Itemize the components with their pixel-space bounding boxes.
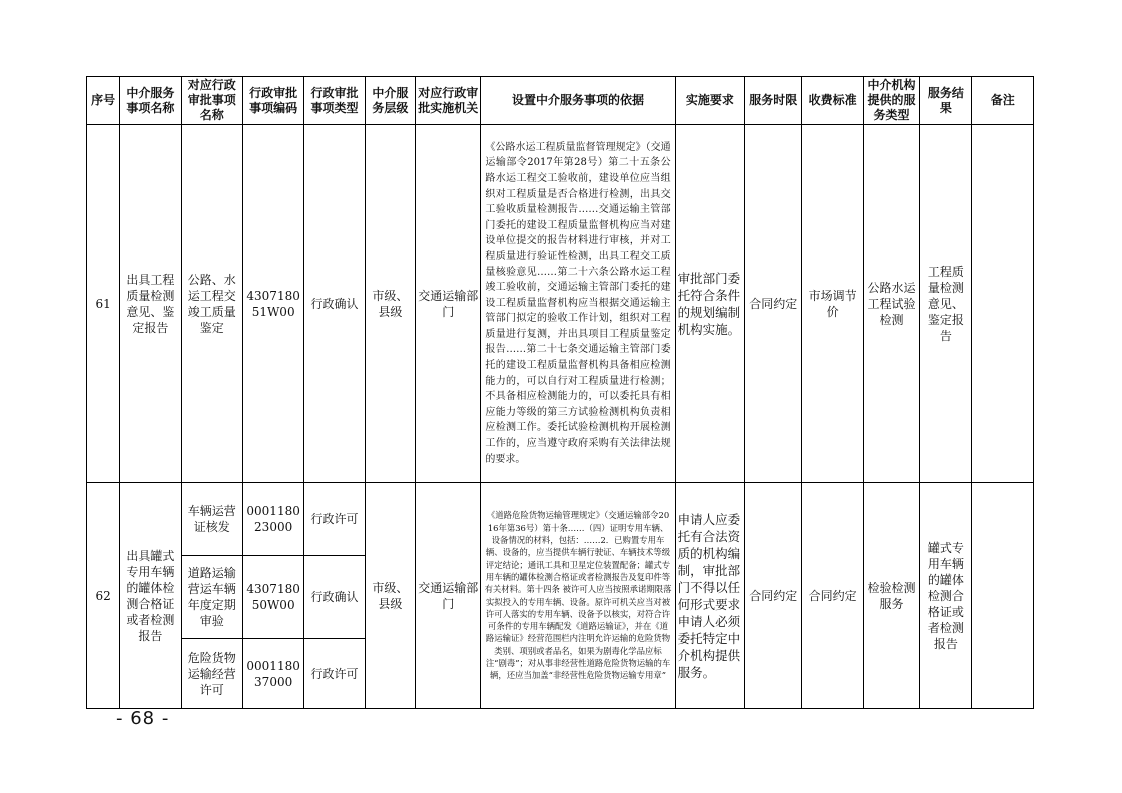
row62-sub2-approval-code: 430718050W00 — [242, 556, 303, 639]
row62-remarks — [972, 483, 1034, 709]
page-number: - 68 - — [116, 708, 170, 729]
row62-sub3-approval-item: 危险货物运输经营许可 — [181, 639, 242, 709]
row61-remarks — [972, 125, 1034, 483]
row61-service-level: 市级、县级 — [365, 125, 415, 483]
intermediary-service-table — [86, 76, 1034, 709]
row61-basis: 《公路水运工程质量监督管理规定》（交通运输部令2017年第28号）第二十五条公路水运工程交工验收前，建设单位应当组织对工程质量是否合格进行检测，出具交工验收质量检测报告……交通运输主管部门委托的建设工程质量监督机构应当对建设单位提交的报告材料进行审核，并对工程质量进行验证性检测，出具工程交工质量核验意见……第二十六条公路水运工程竣工验收前，交通运输主管部门委托的建设工程质量监督机构应当根据交通运输主管部门拟定的验收工作计划，组织对工程质量进行复测，并出具项目工程质量鉴定报告……第二十七条交通运输主管部门委托的建设工程质量监督机构具备相应检测能力的，可以自行对工程质量进行检测；不具备相应检测能力的，可以委托具有相应能力等级的第三方试验检测机构负责相应检测工作。委托试验检测机构开展检测工作的，应当遵守政府采购有关法律法规的要求。 — [485, 141, 671, 465]
header-approval-item: 对应行政审批事项名称 — [181, 77, 242, 125]
row62-sub1-approval-type: 行政许可 — [304, 483, 365, 556]
header-fee-standard: 收费标准 — [802, 77, 863, 125]
row61-time-limit: 合同约定 — [745, 125, 802, 483]
row61-basis-cell — [481, 125, 675, 483]
row62-implementing-body: 交通运输部门 — [416, 483, 481, 709]
row62-requirement: 申请人应委托有合法资质的机构编制，审批部门不得以任何形式要求申请人必须委托特定中介机构提供服务。 — [675, 483, 744, 709]
header-approval-type: 行政审批事项类型 — [304, 77, 365, 125]
row62-fee-standard: 合同约定 — [802, 483, 863, 709]
header-approval-code: 行政审批事项编码 — [242, 77, 303, 125]
row61-implementing-body: 交通运输部门 — [416, 125, 481, 483]
row62-intermediary-item: 出具罐式专用车辆的罐体检测合格证或者检测报告 — [120, 483, 181, 709]
header-row — [87, 77, 1034, 125]
row62-result: 罐式专用车辆的罐体检测合格证或者检测报告 — [920, 483, 972, 709]
header-seq: 序号 — [87, 77, 120, 125]
row61-result: 工程质量检测意见、鉴定报告 — [920, 125, 972, 483]
row61-requirement: 审批部门委托符合条件的规划编制机构实施。 — [675, 125, 744, 483]
row61-seq: 61 — [87, 125, 120, 483]
header-result: 服务结果 — [920, 77, 972, 125]
row62-time-limit: 合同约定 — [745, 483, 802, 709]
row62-basis: 《道路危险货物运输管理规定》（交通运输部令2016年第36号）第十条……（四）证明专用车辆、设备情况的材料，包括：……2．已购置专用车辆、设备的，应当提供车辆行驶证、车辆技术等级评定结论；通讯工具和卫星定位装置配备；罐式专用车辆的罐体检测合格证或者检测报告及复印件等有关材料。第十四条 被许可人应当按照承诺期限落实拟投入的专用车辆、设备。原许可机关应当对被许可人落实的专用车辆、设备予以核实，对符合许可条件的专用车辆配发《道路运输证》，并在《道路运输证》经营范围栏内注明允许运输的危险货物类别、项别或者品名，如果为剧毒化学品应标注“剧毒”；对从事非经营性道路危险货物运输的车辆，还应当加盖“非经营性危险货物运输专用章” — [484, 510, 672, 681]
header-time-limit: 服务时限 — [745, 77, 802, 125]
row62-seq: 62 — [87, 483, 120, 709]
row62-sub1-approval-item: 车辆运营证核发 — [181, 483, 242, 556]
header-provider-type: 中介机构提供的服务类型 — [863, 77, 919, 125]
row61-approval-code: 430718051W00 — [242, 125, 303, 483]
table-row — [87, 483, 1034, 556]
row62-sub2-approval-type: 行政确认 — [304, 556, 365, 639]
row61-approval-type: 行政确认 — [304, 125, 365, 483]
header-service-level: 中介服务层级 — [365, 77, 415, 125]
row62-sub3-approval-type: 行政许可 — [304, 639, 365, 709]
row62-sub1-approval-code: 000118023000 — [242, 483, 303, 556]
row61-intermediary-item: 出具工程质量检测意见、鉴定报告 — [120, 125, 181, 483]
row62-sub2-approval-item: 道路运输营运车辆年度定期审验 — [181, 556, 242, 639]
row62-provider-type: 检验检测服务 — [863, 483, 919, 709]
table-row — [87, 125, 1034, 483]
header-remarks: 备注 — [972, 77, 1034, 125]
row62-service-level: 市级、县级 — [365, 483, 415, 709]
row61-provider-type: 公路水运工程试验检测 — [863, 125, 919, 483]
row62-basis-cell — [481, 483, 675, 709]
row61-approval-item: 公路、水运工程交竣工质量鉴定 — [181, 125, 242, 483]
row62-sub3-approval-code: 000118037000 — [242, 639, 303, 709]
header-implementing-body: 对应行政审批实施机关 — [416, 77, 481, 125]
header-requirement: 实施要求 — [675, 77, 744, 125]
header-basis: 设置中介服务事项的依据 — [481, 77, 675, 125]
header-intermediary-item: 中介服务事项名称 — [120, 77, 181, 125]
row61-fee-standard: 市场调节价 — [802, 125, 863, 483]
